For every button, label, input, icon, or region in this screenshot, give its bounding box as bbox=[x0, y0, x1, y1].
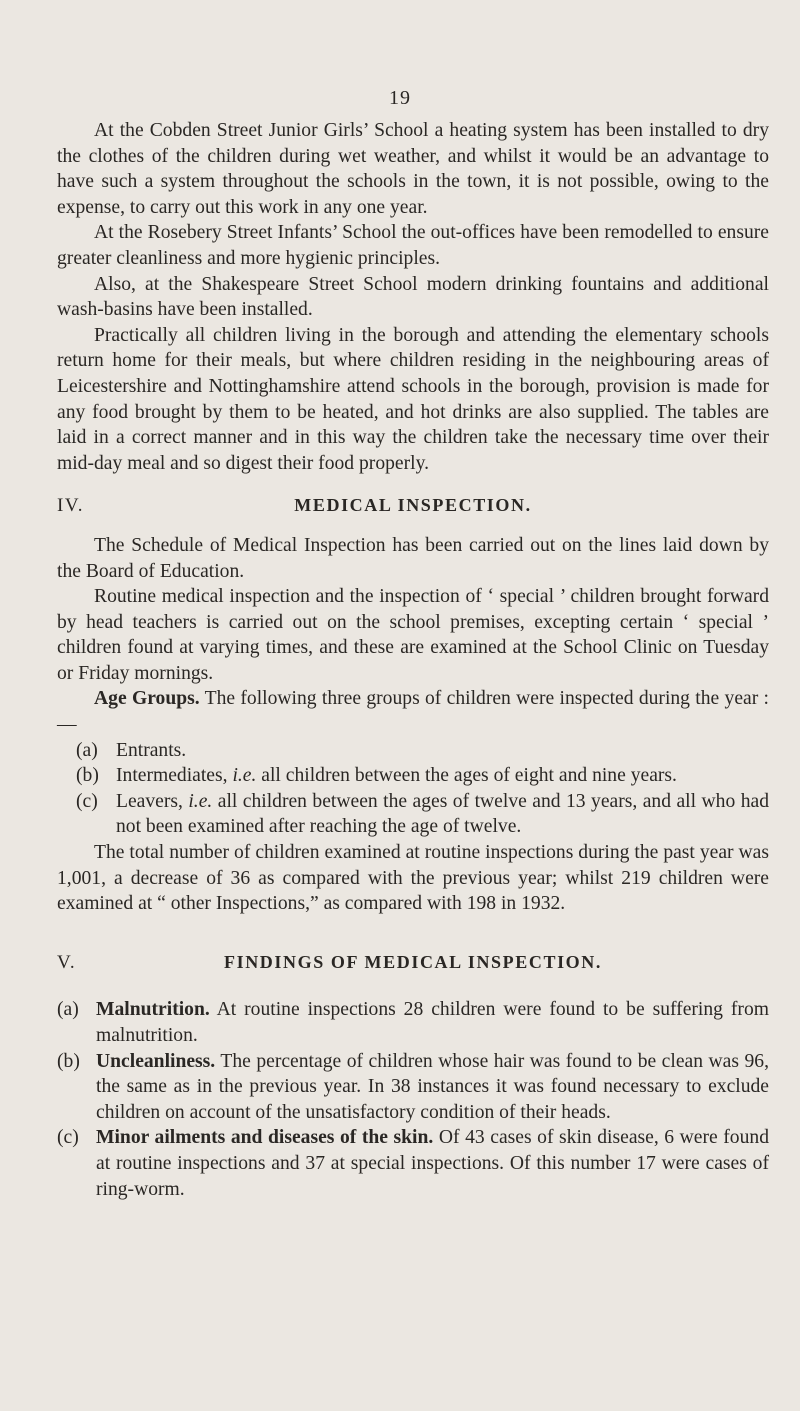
group-name: Intermediates, bbox=[116, 765, 228, 787]
finding-description: At routine inspections 28 children were found to be suffering from malnutrition. bbox=[96, 999, 769, 1046]
list-item-label: (a) bbox=[76, 739, 98, 761]
section-heading-medical-inspection bbox=[57, 493, 769, 519]
age-groups-label: Age Groups. bbox=[94, 688, 200, 710]
group-name: Leavers, bbox=[116, 790, 183, 812]
group-description: all children between the ages of eight and nine years. bbox=[261, 765, 677, 787]
section-number: IV. bbox=[57, 495, 85, 517]
group-ie: i.e. bbox=[232, 765, 257, 787]
paragraph-routine-inspection: Routine medical inspection and the inspection of ‘ special ’ children brought forward by head teachers is carried out on the school premises, excepting certain ‘ special ’ children found at varying times, and these are examined at the School Clinic on Tuesday or Friday mornings. bbox=[57, 586, 769, 684]
paragraph-drinking-fountains: Also, at the Shakespeare Street School modern drinking fountains and additional wash-basins have been installed. bbox=[57, 273, 769, 321]
page-number: 19 bbox=[389, 87, 411, 109]
paragraph-heating-system: At the Cobden Street Junior Girls’ School a heating system has been installed to dry the clothes of the children during wet weather, and whilst it would be an advantage to have such a system throughout the schools in the town, it is not possible, owing to the expense, to carry out this work in any one year. bbox=[57, 120, 769, 218]
section-number: V. bbox=[57, 951, 77, 973]
list-item bbox=[57, 763, 769, 789]
finding-text bbox=[96, 997, 769, 1048]
list-item-label: (c) bbox=[76, 790, 98, 812]
finding-label: (a) bbox=[57, 999, 79, 1021]
finding-term: Uncleanliness. bbox=[96, 1050, 216, 1072]
finding-item-uncleanliness bbox=[57, 1049, 769, 1126]
group-description: all children between the ages of twelve and 13 years, and all who had not been examined after reaching the age of twelve. bbox=[116, 790, 769, 838]
finding-term: Malnutrition. bbox=[96, 999, 210, 1021]
list-item-text bbox=[116, 789, 769, 840]
finding-term: Minor ailments and diseases of the skin. bbox=[96, 1127, 434, 1149]
finding-text bbox=[96, 1125, 769, 1202]
list-item-text bbox=[116, 763, 769, 789]
section-title: FINDINGS OF MEDICAL INSPECTION. bbox=[224, 951, 602, 972]
age-groups-text: The following three groups of children were inspected during the year :— bbox=[57, 688, 769, 736]
finding-item-minor-ailments bbox=[57, 1125, 769, 1202]
group-ie: i.e. bbox=[188, 790, 213, 812]
list-item-text: Entrants. bbox=[116, 739, 187, 761]
section-title: MEDICAL INSPECTION. bbox=[294, 495, 532, 516]
finding-label: (b) bbox=[57, 1050, 80, 1072]
finding-item-malnutrition bbox=[57, 997, 769, 1048]
finding-label: (c) bbox=[57, 1127, 79, 1149]
paragraph-total-examined: The total number of children examined at routine inspections during the past year was 1,001, a decrease of 36 as compared with the previous year; whilst 219 children were examined at “ other Inspections,” as compared with 198 in 1932. bbox=[57, 842, 769, 915]
finding-description: Of 43 cases of skin disease, 6 were found at routine inspections and 37 at special inspections. Of this number 17 were cases of ring-worm. bbox=[96, 1127, 769, 1200]
page-text bbox=[57, 118, 769, 1202]
paragraph-schedule: The Schedule of Medical Inspection has been carried out on the lines laid down by the Board of Education. bbox=[57, 534, 769, 582]
paragraph-out-offices: At the Rosebery Street Infants’ School the out-offices have been remodelled to ensure greater cleanliness and more hygienic principles. bbox=[57, 222, 769, 269]
finding-text bbox=[96, 1049, 769, 1126]
list-item bbox=[57, 789, 769, 840]
section-heading-findings bbox=[57, 950, 769, 976]
list-item bbox=[57, 738, 769, 764]
paragraph-age-groups bbox=[57, 686, 769, 737]
paragraph-meals: Practically all children living in the borough and attending the elementary schools return home for their meals, but where children residing in the neighbouring areas of Leicestershire and Nottinghamshire attend schools in the borough, provision is made for any food brought by them to be heated, and hot drinks are also supplied. The tables are laid in a correct manner and in this way the children take the necessary time over their mid-day meal and so digest their food properly. bbox=[57, 324, 769, 474]
finding-description: The percentage of children whose hair was found to be clean was 96, the same as in the previous year. In 38 instances it was found necessary to exclude children on account of the unsatisfactory condition of their heads. bbox=[96, 1050, 769, 1123]
list-item-label: (b) bbox=[76, 765, 99, 787]
